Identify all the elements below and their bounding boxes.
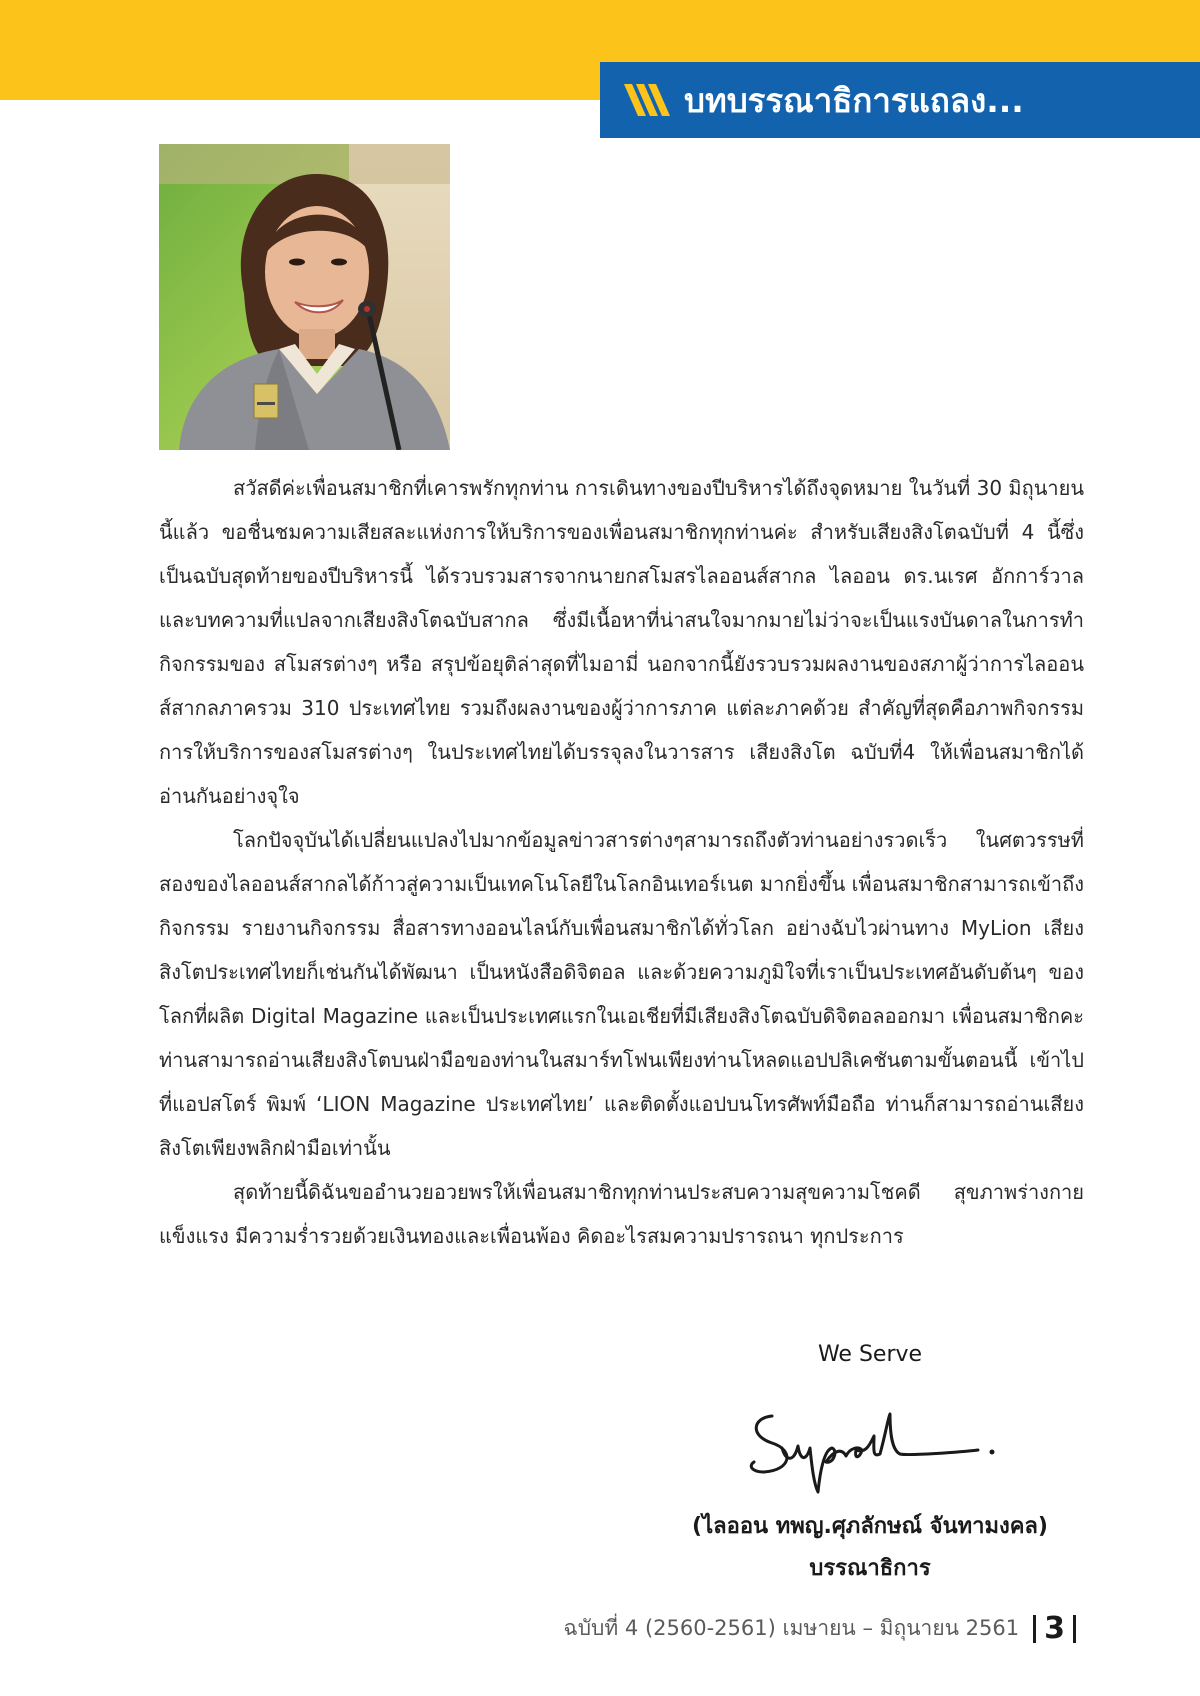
- editorial-body: [159, 466, 1084, 1258]
- editor-portrait: [159, 144, 450, 450]
- page-footer: [563, 1612, 1076, 1645]
- paragraph-digital: โลกปัจจุบันได้เปลี่ยนแปลงไปมากข้อมูลข่าวสารต่างๆสามารถถึงตัวท่านอย่างรวดเร็ว ในศตวรรษที่สองของไลออนส์สากลได้ก้าวสู่ความเป็นเทคโนโลยีในโลกอินเทอร์เนต มากยิ่งขึ้น เพื่อนสมาชิกสามารถเข้าถึงกิจกรรม รายงานกิจกรรม สื่อสารทางออนไลน์กับเพื่อนสมาชิกได้ทั่วโลก อย่างฉับไวผ่านทาง MyLion เสียงสิงโตประเทศไทยก็เช่นกันได้พัฒนา เป็นหนังสือดิจิตอล และด้วยความภูมิใจที่เราเป็นประเทศอันดับต้นๆ ของโลกที่ผลิต Digital Magazine และเป็นประเทศแรกในเอเชียที่มีเสียงสิงโตฉบับดิจิตอลออกมา เพื่อนสมาชิกคะ ท่านสามารถอ่านเสียงสิงโตบนฝ่ามือของท่านในสมาร์ทโฟนเพียงท่านโหลดแอปปลิเคชันตามขั้นตอนนี้ เข้าไปที่แอปสโตร์ พิมพ์ ‘LION Magazine ประเทศไทย’ และติดตั้งแอปบนโทรศัพท์มือถือ ท่านก็สามารถอ่านเสียงสิงโตเพียงพลิกฝ่ามือเท่านั้น: [159, 828, 1084, 1160]
- paragraph-closing: สุดท้ายนี้ดิฉันขออำนวยอวยพรให้เพื่อนสมาชิกทุกท่านประสบความสุขความโชคดี สุขภาพร่างกายแข็งแรง มีความร่ำรวยด้วยเงินทองและเพื่อนพ้อง คิดอะไรสมความปรารถนา ทุกประการ: [159, 1180, 1084, 1248]
- motto: We Serve: [817, 1342, 923, 1367]
- page-number: 3: [1033, 1615, 1076, 1643]
- triple-slash-icon: [622, 80, 672, 120]
- signer-role: บรรณาธิการ: [809, 1556, 931, 1581]
- handwritten-signature: [742, 1388, 1002, 1498]
- signer-name: (ไลออน ทพญ.ศุภลักษณ์ จันทามงคล): [692, 1514, 1048, 1539]
- section-title: บทบรรณาธิการแถลง...: [684, 80, 1024, 120]
- paragraph-greeting: สวัสดีค่ะเพื่อนสมาชิกที่เคารพรักทุกท่าน การเดินทางของปีบริหารได้ถึงจุดหมาย ในวันที่ 30 มิถุนายนนี้แล้ว ขอชื่นชมความเสียสละแห่งการให้บริการของเพื่อนสมาชิกทุกท่านค่ะ สำหรับเสียงสิงโตฉบับที่ 4 นี้ซึ่งเป็นฉบับสุดท้ายของปีบริหารนี้ ได้รวบรวมสารจากนายกสโมสรไลออนส์สากล ไลออน ดร.นเรศ อักการ์วาล และบทความที่แปลจากเสียงสิงโตฉบับสากล ซึ่งมีเนื้อหาที่น่าสนใจมากมายไม่ว่าจะเป็นแรงบันดาลในการทำกิจกรรมของ สโมสรต่างๆ หรือ สรุปข้อยุติล่าสุดที่ไมอามี่ นอกจากนี้ยังรวบรวมผลงานของสภาผู้ว่าการไลออนส์สากลภาครวม 310 ประเทศไทย รวมถึงผลงานของผู้ว่าการภาค แต่ละภาคด้วย สำคัญที่สุดคือภาพกิจกรรมการให้บริการของสโมสรต่างๆ ในประเทศไทยได้บรรจุลงในวารสาร เสียงสิงโต ฉบับที่4 ให้เพื่อนสมาชิกได้อ่านกันอย่างจุใจ: [159, 476, 1084, 808]
- section-header: [600, 62, 1200, 138]
- issue-info: ฉบับที่ 4 (2560-2561) เมษายน – มิถุนายน 2561: [563, 1616, 1020, 1640]
